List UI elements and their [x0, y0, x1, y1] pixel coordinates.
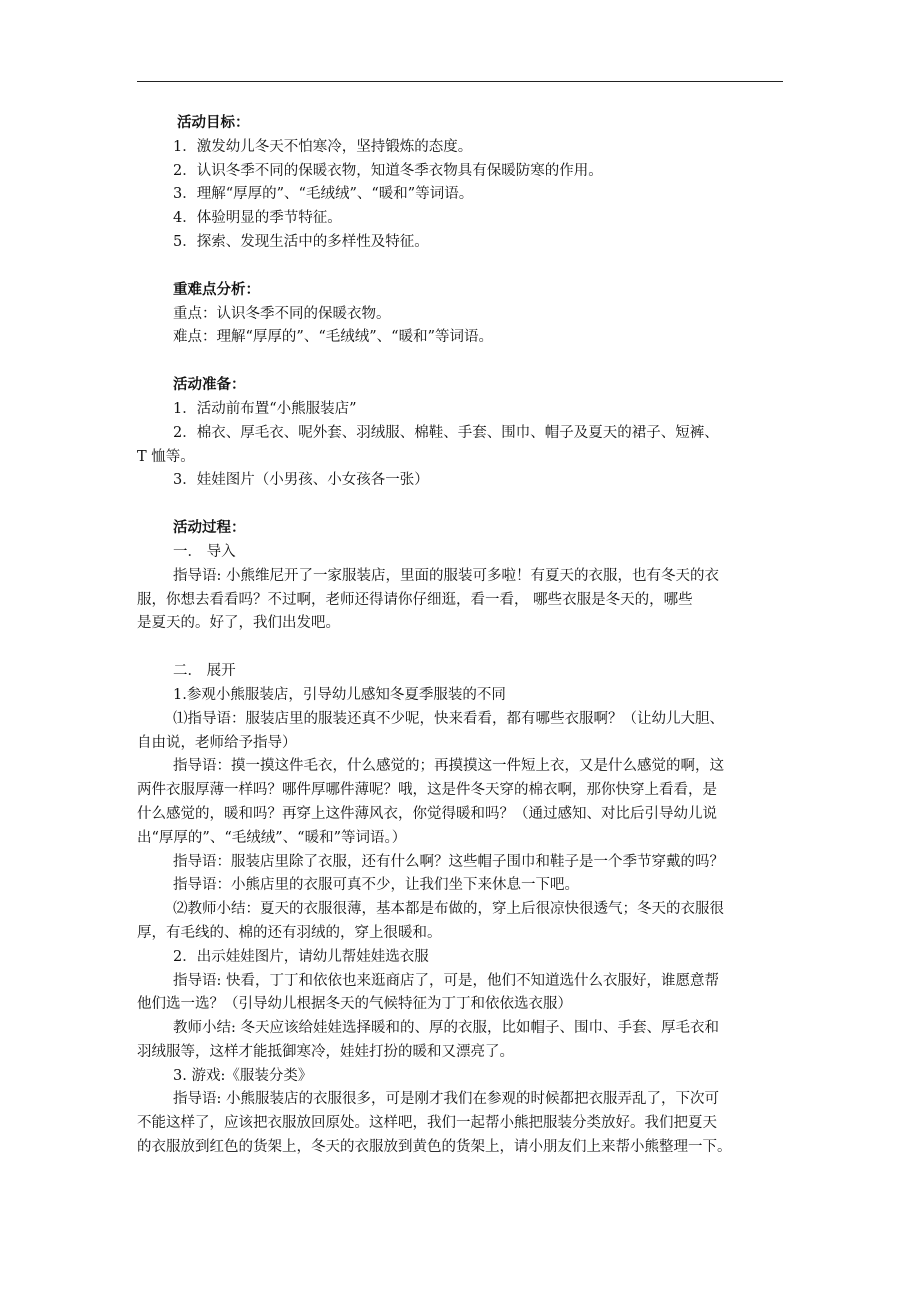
expand-line: 教师小结: 冬天应该给娃娃选择暖和的、厚的衣服，比如帽子、围巾、手套、厚毛衣和 [173, 1020, 719, 1037]
section-heading-key-points: 重难点分析： [173, 281, 260, 298]
expand-line: 两件衣服厚薄一样吗？哪件厚哪件薄呢？哦，这是件冬天穿的棉衣啊，那你快穿上看看，是 [137, 782, 717, 799]
expand-line: 指导语：服装店里除了衣服，还有什么啊？这些帽子围巾和鞋子是一个季节穿戴的吗？ [173, 853, 724, 870]
key-point-item: 重点：认识冬季不同的保暖衣物。 [173, 305, 391, 322]
expand-line: 出“厚厚的”、“毛绒绒”、“暖和”等词语。） [137, 829, 407, 846]
preparation-line: 2．棉衣、厚毛衣、呢外套、羽绒服、棉鞋、手套、围巾、帽子及夏天的裙子、短裤、 [173, 424, 719, 441]
expand-line: 他们选一选？（引导幼儿根据冬天的气候特征为丁丁和依依选衣服） [137, 996, 572, 1013]
expand-line: 不能这样了，应该把衣服放回原处。这样吧，我们一起帮小熊把服装分类放好。我们把夏天 [137, 1115, 717, 1132]
section-heading-process: 活动过程： [173, 520, 246, 537]
expand-line: 指导语: 快看，丁丁和依依也来逛商店了，可是，他们不知道选什么衣服好，谁愿意帮 [173, 972, 719, 989]
subsection-title-expand: 二． 展开 [173, 663, 236, 680]
expand-line: ⑴指导语：服装店里的服装还真不少呢，快来看看，都有哪些衣服啊？（让幼儿大胆、 [173, 710, 724, 727]
intro-line: 指导语: 小熊维尼开了一家服装店，里面的服装可多啦！有夏天的衣服，也有冬天的衣 [173, 567, 719, 584]
expand-line: 2．出示娃娃图片，请幼儿帮娃娃选衣服 [173, 948, 429, 965]
preparation-line: T 恤等。 [137, 448, 195, 465]
section-heading-goals: 活动目标： [177, 115, 250, 131]
section-heading-preparation: 活动准备： [173, 377, 246, 394]
expand-line: 自由说，老师给予指导） [137, 734, 297, 751]
intro-line: 是夏天的。好了，我们出发吧。 [137, 615, 340, 632]
goal-item: 3．理解“厚厚的”、“毛绒绒”、“暖和”等词语。 [173, 186, 474, 203]
expand-line: 羽绒服等，这样才能抵御寒冷，娃娃打扮的暖和又漂亮了。 [137, 1043, 514, 1060]
goal-item: 1．激发幼儿冬天不怕寒冷，坚持锻炼的态度。 [173, 138, 473, 155]
key-point-item: 难点：理解“厚厚的”、“毛绒绒”、“暖和”等词语。 [173, 329, 493, 346]
expand-line: ⑵教师小结：夏天的衣服很薄，基本都是布做的，穿上后很凉快很透气；冬天的衣服很 [173, 901, 724, 918]
expand-line: 指导语：小熊店里的衣服可真不少，让我们坐下来休息一下吧。 [173, 877, 579, 894]
goal-item: 4．体验明显的季节特征。 [173, 210, 342, 227]
preparation-line: 3．娃娃图片（小男孩、小女孩各一张） [173, 472, 429, 489]
expand-line: 的衣服放到红色的货架上，冬天的衣服放到黄色的货架上，请小朋友们上来帮小熊整理一下。 [137, 1139, 732, 1156]
subsection-title-intro: 一． 导入 [173, 543, 236, 560]
header-rule [137, 81, 783, 82]
expand-line: 1.参观小熊服装店，引导幼儿感知冬夏季服装的不同 [173, 686, 506, 703]
expand-line: 厚，有毛线的、棉的还有羽绒的，穿上很暖和。 [137, 924, 442, 941]
intro-line: 服，你想去看看吗？不过啊，老师还得请你仔细逛，看一看， 哪些衣服是冬天的，哪些 [137, 591, 693, 608]
expand-line: 3. 游戏:《服装分类》 [173, 1067, 313, 1084]
expand-line: 指导语: 小熊服装店的衣服很多，可是刚才我们在参观的时候都把衣服弄乱了，下次可 [173, 1091, 719, 1108]
expand-paragraphs [137, 684, 797, 1160]
preparation-line: 1．活动前布置“小熊服装店” [173, 400, 357, 417]
goal-item: 2．认识冬季不同的保暖衣物，知道冬季衣物具有保暖防寒的作用。 [173, 162, 603, 179]
document-body [137, 112, 797, 1160]
expand-line: 指导语：摸一摸这件毛衣，什么感觉的；再摸摸这一件短上衣，又是什么感觉的啊，这 [173, 758, 724, 775]
expand-line: 什么感觉的，暖和吗？再穿上这件薄风衣，你觉得暖和吗？（通过感知、对比后引导幼儿说 [137, 805, 717, 822]
goal-item: 5．探索、发现生活中的多样性及特征。 [173, 233, 429, 250]
